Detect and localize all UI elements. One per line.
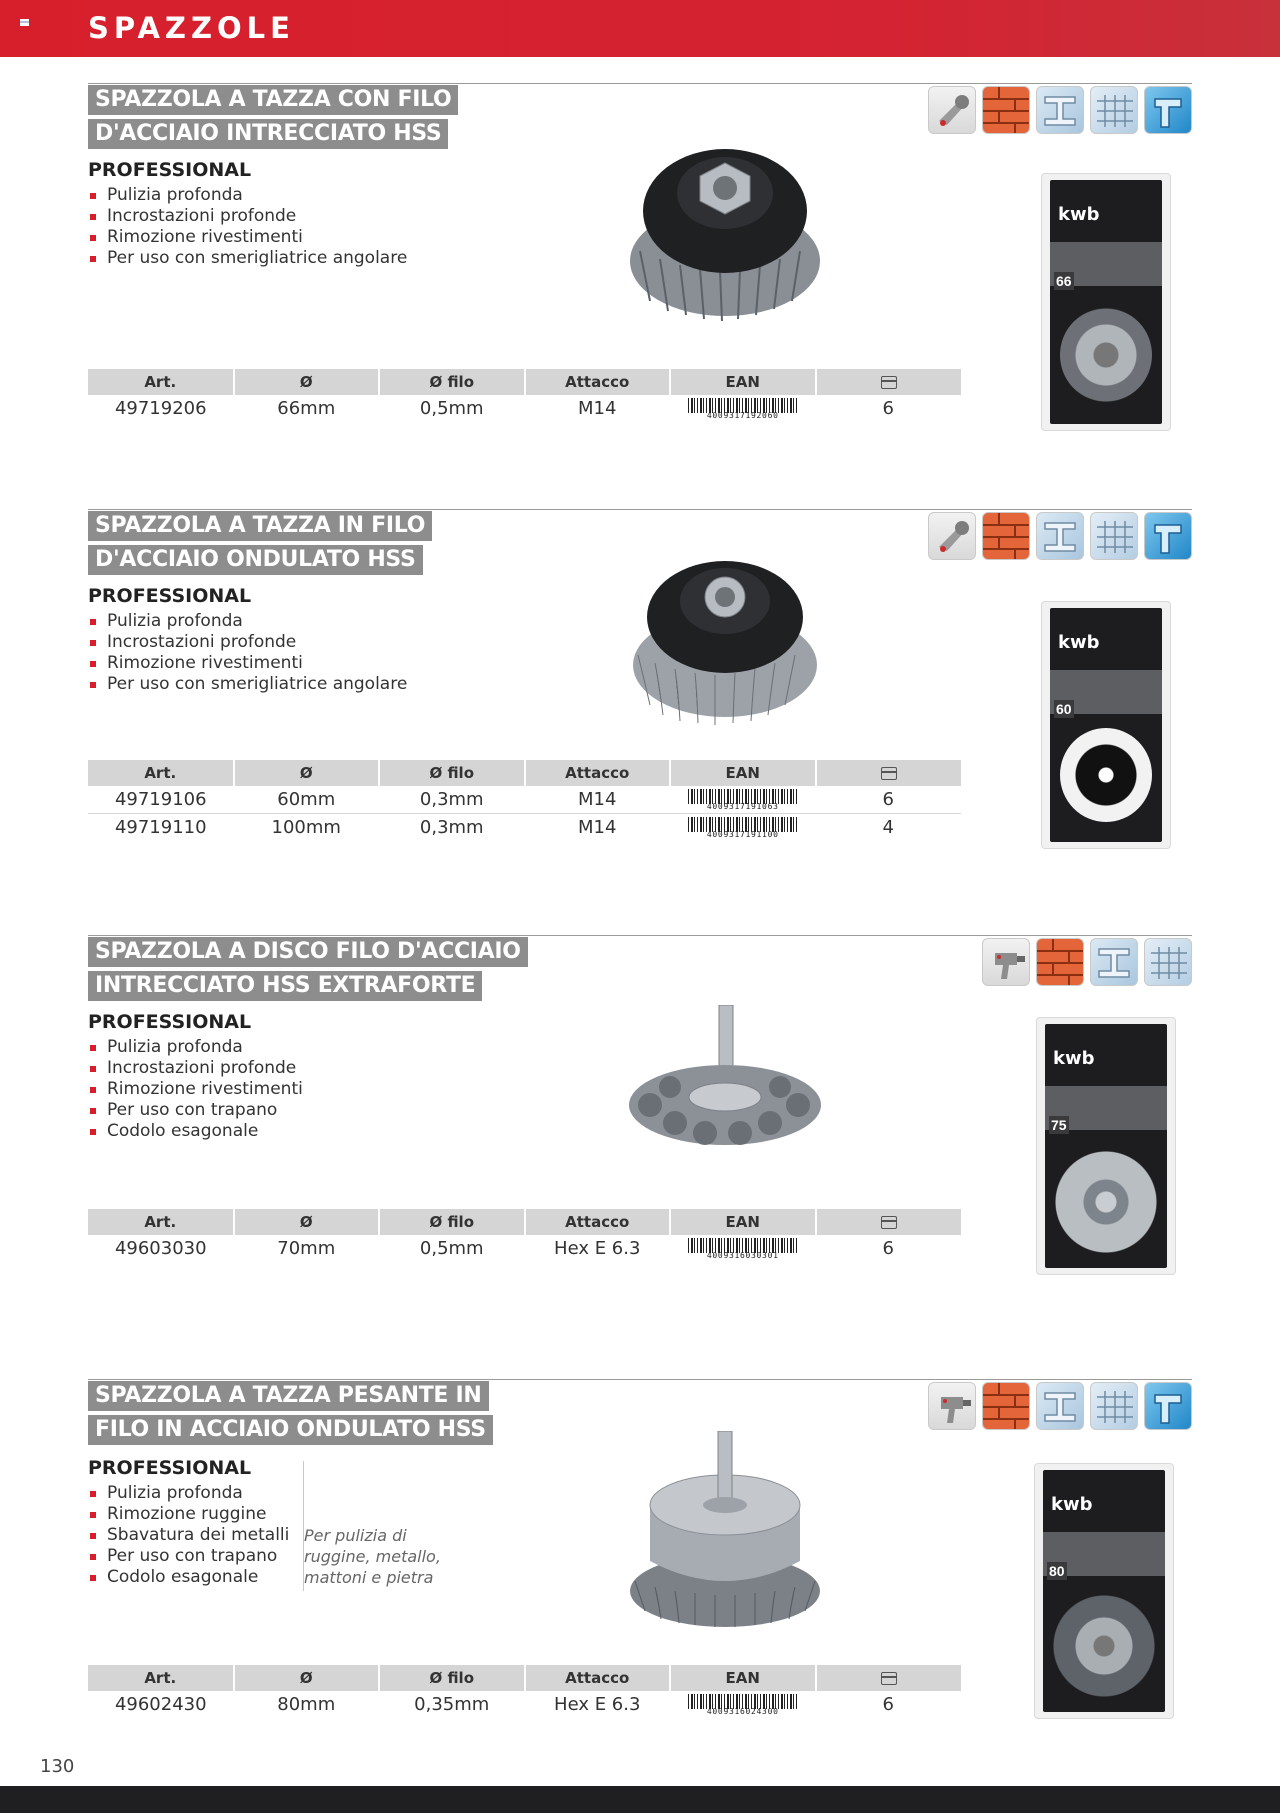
col-wire: Ø filo	[379, 760, 525, 786]
mesh-icon	[1090, 1382, 1138, 1430]
cell-wire: 0,5mm	[419, 1238, 484, 1259]
cell-ean	[670, 1235, 816, 1262]
cell-diameter: 66mm	[277, 398, 336, 419]
section-rule	[88, 1379, 1192, 1380]
usage-note: Per pulizia di ruggine, metallo, mattoni e pietra	[304, 1526, 441, 1587]
packaging-image	[1041, 601, 1171, 849]
product-title-line2: D'ACCIAIO ONDULATO HSS	[88, 545, 423, 575]
pack-brand: kwb	[1058, 632, 1100, 653]
section-rule	[88, 935, 1192, 936]
cell-thread: M14	[578, 817, 617, 838]
heavy-cup-brush-photo	[620, 1431, 830, 1631]
angle-grinder-icon	[928, 86, 976, 134]
grade-label: PROFESSIONAL	[88, 585, 252, 607]
table-row	[88, 1235, 961, 1262]
metal-profile-icon	[1144, 512, 1192, 560]
feature-item: Per uso con smerigliatrice angolare	[88, 248, 407, 269]
page-number: 130	[40, 1756, 75, 1777]
application-icons	[982, 938, 1192, 986]
page-title: SPAZZOLE	[88, 11, 295, 45]
feature-list	[88, 611, 407, 695]
barcode	[688, 817, 798, 839]
product-title-line1: SPAZZOLA A DISCO FILO D'ACCIAIO	[88, 937, 528, 967]
mesh-icon	[1090, 86, 1138, 134]
feature-list	[88, 1037, 303, 1142]
cell-thread: Hex E 6.3	[554, 1238, 641, 1259]
cell-thread: M14	[525, 786, 671, 814]
cell-qty: 6	[882, 1694, 894, 1715]
col-wire: Ø filo	[379, 369, 525, 395]
packaging-image	[1034, 1463, 1174, 1719]
pack-brand: kwb	[1051, 1494, 1093, 1515]
page-header	[0, 0, 1280, 57]
brick-icon	[1036, 938, 1084, 986]
feature-item: Rimozione rivestimenti	[88, 227, 407, 248]
feature-item: Rimozione rivestimenti	[88, 653, 407, 674]
col-thread: Attacco	[525, 760, 671, 786]
brick-icon	[982, 86, 1030, 134]
cup-brush-crimped-photo	[620, 545, 830, 725]
feature-list	[88, 1483, 289, 1588]
col-ean: EAN	[670, 1665, 816, 1691]
pack-brand: kwb	[1053, 1048, 1095, 1069]
spec-table	[88, 1209, 961, 1262]
drill-icon	[928, 1382, 976, 1430]
metal-profile-icon	[1144, 1382, 1192, 1430]
col-diameter: Ø	[234, 1209, 380, 1235]
mesh-icon	[1090, 512, 1138, 560]
barcode-digits: 4009317191063	[706, 801, 779, 811]
cell-diameter: 60mm	[234, 786, 380, 814]
cell-qty: 6	[816, 786, 962, 814]
col-diameter: Ø	[234, 760, 380, 786]
cell-thread: M14	[578, 398, 617, 419]
grade-label: PROFESSIONAL	[88, 1011, 252, 1033]
table-row	[88, 1691, 961, 1718]
package-icon	[881, 1216, 897, 1229]
col-pack-qty	[816, 1209, 962, 1235]
col-pack-qty	[816, 369, 962, 395]
product-title-line2: D'ACCIAIO INTRECCIATO HSS	[88, 119, 448, 149]
feature-item: Sbavatura dei metalli	[88, 1525, 289, 1546]
product-title-line2: INTRECCIATO HSS EXTRAFORTE	[88, 971, 482, 1001]
feature-item: Rimozione ruggine	[88, 1504, 289, 1525]
spec-table	[88, 760, 961, 841]
brick-icon	[982, 1382, 1030, 1430]
steel-profile-icon	[1036, 86, 1084, 134]
feature-item: Per uso con trapano	[88, 1546, 289, 1567]
barcode	[688, 1238, 798, 1260]
feature-item: Per uso con smerigliatrice angolare	[88, 674, 407, 695]
package-icon	[881, 767, 897, 780]
col-ean: EAN	[670, 1209, 816, 1235]
col-thread: Attacco	[525, 1209, 671, 1235]
packaging-image	[1036, 1017, 1176, 1275]
feature-item: Codolo esagonale	[88, 1121, 303, 1142]
cell-wire: 0,5mm	[419, 398, 484, 419]
col-ean: EAN	[670, 369, 816, 395]
cell-art: 49603030	[114, 1238, 207, 1259]
feature-item: Incrostazioni profonde	[88, 1058, 303, 1079]
cell-art: 49719206	[114, 398, 207, 419]
barcode-digits: 4009317191100	[706, 829, 779, 839]
cell-wire: 0,3mm	[419, 817, 484, 838]
angle-grinder-icon	[928, 512, 976, 560]
product-title-line1: SPAZZOLA A TAZZA PESANTE IN	[88, 1381, 489, 1411]
cell-wire: 0,3mm	[379, 786, 525, 814]
steel-profile-icon	[1090, 938, 1138, 986]
cell-qty: 6	[882, 1238, 894, 1259]
pack-brand: kwb	[1058, 204, 1100, 225]
table-row	[88, 395, 961, 422]
spec-table	[88, 1665, 961, 1718]
feature-item: Per uso con trapano	[88, 1100, 303, 1121]
feature-item: Incrostazioni profonde	[88, 206, 407, 227]
pack-size-label: 80	[1049, 1563, 1065, 1579]
col-wire: Ø filo	[379, 1665, 525, 1691]
col-thread: Attacco	[525, 369, 671, 395]
feature-item: Rimozione rivestimenti	[88, 1079, 303, 1100]
feature-list	[88, 185, 407, 269]
feature-item: Codolo esagonale	[88, 1567, 289, 1588]
cell-qty: 6	[882, 398, 894, 419]
feature-item: Pulizia profonda	[88, 611, 407, 632]
cell-art: 49602430	[114, 1694, 207, 1715]
feature-item: Pulizia profonda	[88, 185, 407, 206]
cell-diameter: 80mm	[277, 1694, 336, 1715]
col-pack-qty	[816, 1665, 962, 1691]
cell-art: 49719110	[114, 817, 207, 838]
feature-item: Incrostazioni profonde	[88, 632, 407, 653]
cell-ean	[670, 814, 816, 842]
barcode-digits: 4009317192060	[706, 410, 779, 420]
section-rule	[88, 83, 1192, 84]
mesh-icon	[1144, 938, 1192, 986]
flag-icon	[20, 19, 29, 26]
cell-diameter: 70mm	[277, 1238, 336, 1259]
metal-profile-icon	[1144, 86, 1192, 134]
product-title-line2: FILO IN ACCIAIO ONDULATO HSS	[88, 1415, 493, 1445]
application-icons	[928, 1382, 1192, 1430]
barcode-digits: 4009316030301	[706, 1250, 779, 1260]
drill-icon	[982, 938, 1030, 986]
cell-ean	[670, 786, 816, 814]
cell-qty: 4	[882, 817, 894, 838]
package-icon	[881, 376, 897, 389]
barcode	[688, 789, 798, 811]
pack-size-label: 75	[1051, 1117, 1067, 1133]
page-footer-bar	[0, 1786, 1280, 1813]
col-art: Art.	[88, 760, 234, 786]
cell-thread: Hex E 6.3	[554, 1694, 641, 1715]
steel-profile-icon	[1036, 512, 1084, 560]
col-art: Art.	[88, 1209, 234, 1235]
cell-wire: 0,35mm	[414, 1694, 490, 1715]
feature-item: Pulizia profonda	[88, 1037, 303, 1058]
section-rule	[88, 509, 1192, 510]
brick-icon	[982, 512, 1030, 560]
cell-ean	[670, 395, 816, 422]
col-diameter: Ø	[234, 369, 380, 395]
product-title-line1: SPAZZOLA A TAZZA CON FILO	[88, 85, 458, 115]
cell-ean	[670, 1691, 816, 1718]
barcode	[688, 1694, 798, 1716]
col-art: Art.	[88, 369, 234, 395]
disc-brush-photo	[620, 1005, 830, 1175]
spec-table	[88, 369, 961, 422]
application-icons	[928, 86, 1192, 134]
grade-label: PROFESSIONAL	[88, 1457, 252, 1479]
col-wire: Ø filo	[379, 1209, 525, 1235]
pack-size-label: 60	[1056, 701, 1072, 717]
col-pack-qty	[816, 760, 962, 786]
col-art: Art.	[88, 1665, 234, 1691]
grade-label: PROFESSIONAL	[88, 159, 252, 181]
packaging-image	[1041, 173, 1171, 431]
table-row	[88, 786, 961, 814]
col-ean: EAN	[670, 760, 816, 786]
cell-art: 49719106	[88, 786, 234, 814]
barcode	[688, 398, 798, 420]
col-diameter: Ø	[234, 1665, 380, 1691]
package-icon	[881, 1672, 897, 1685]
application-icons	[928, 512, 1192, 560]
feature-item: Pulizia profonda	[88, 1483, 289, 1504]
barcode-digits: 4009316024300	[706, 1706, 779, 1716]
cell-diameter: 100mm	[271, 817, 341, 838]
col-thread: Attacco	[525, 1665, 671, 1691]
steel-profile-icon	[1036, 1382, 1084, 1430]
cup-brush-knotted-photo	[620, 131, 830, 331]
pack-size-label: 66	[1056, 273, 1072, 289]
product-title-line1: SPAZZOLA A TAZZA IN FILO	[88, 511, 432, 541]
table-row	[88, 814, 961, 842]
